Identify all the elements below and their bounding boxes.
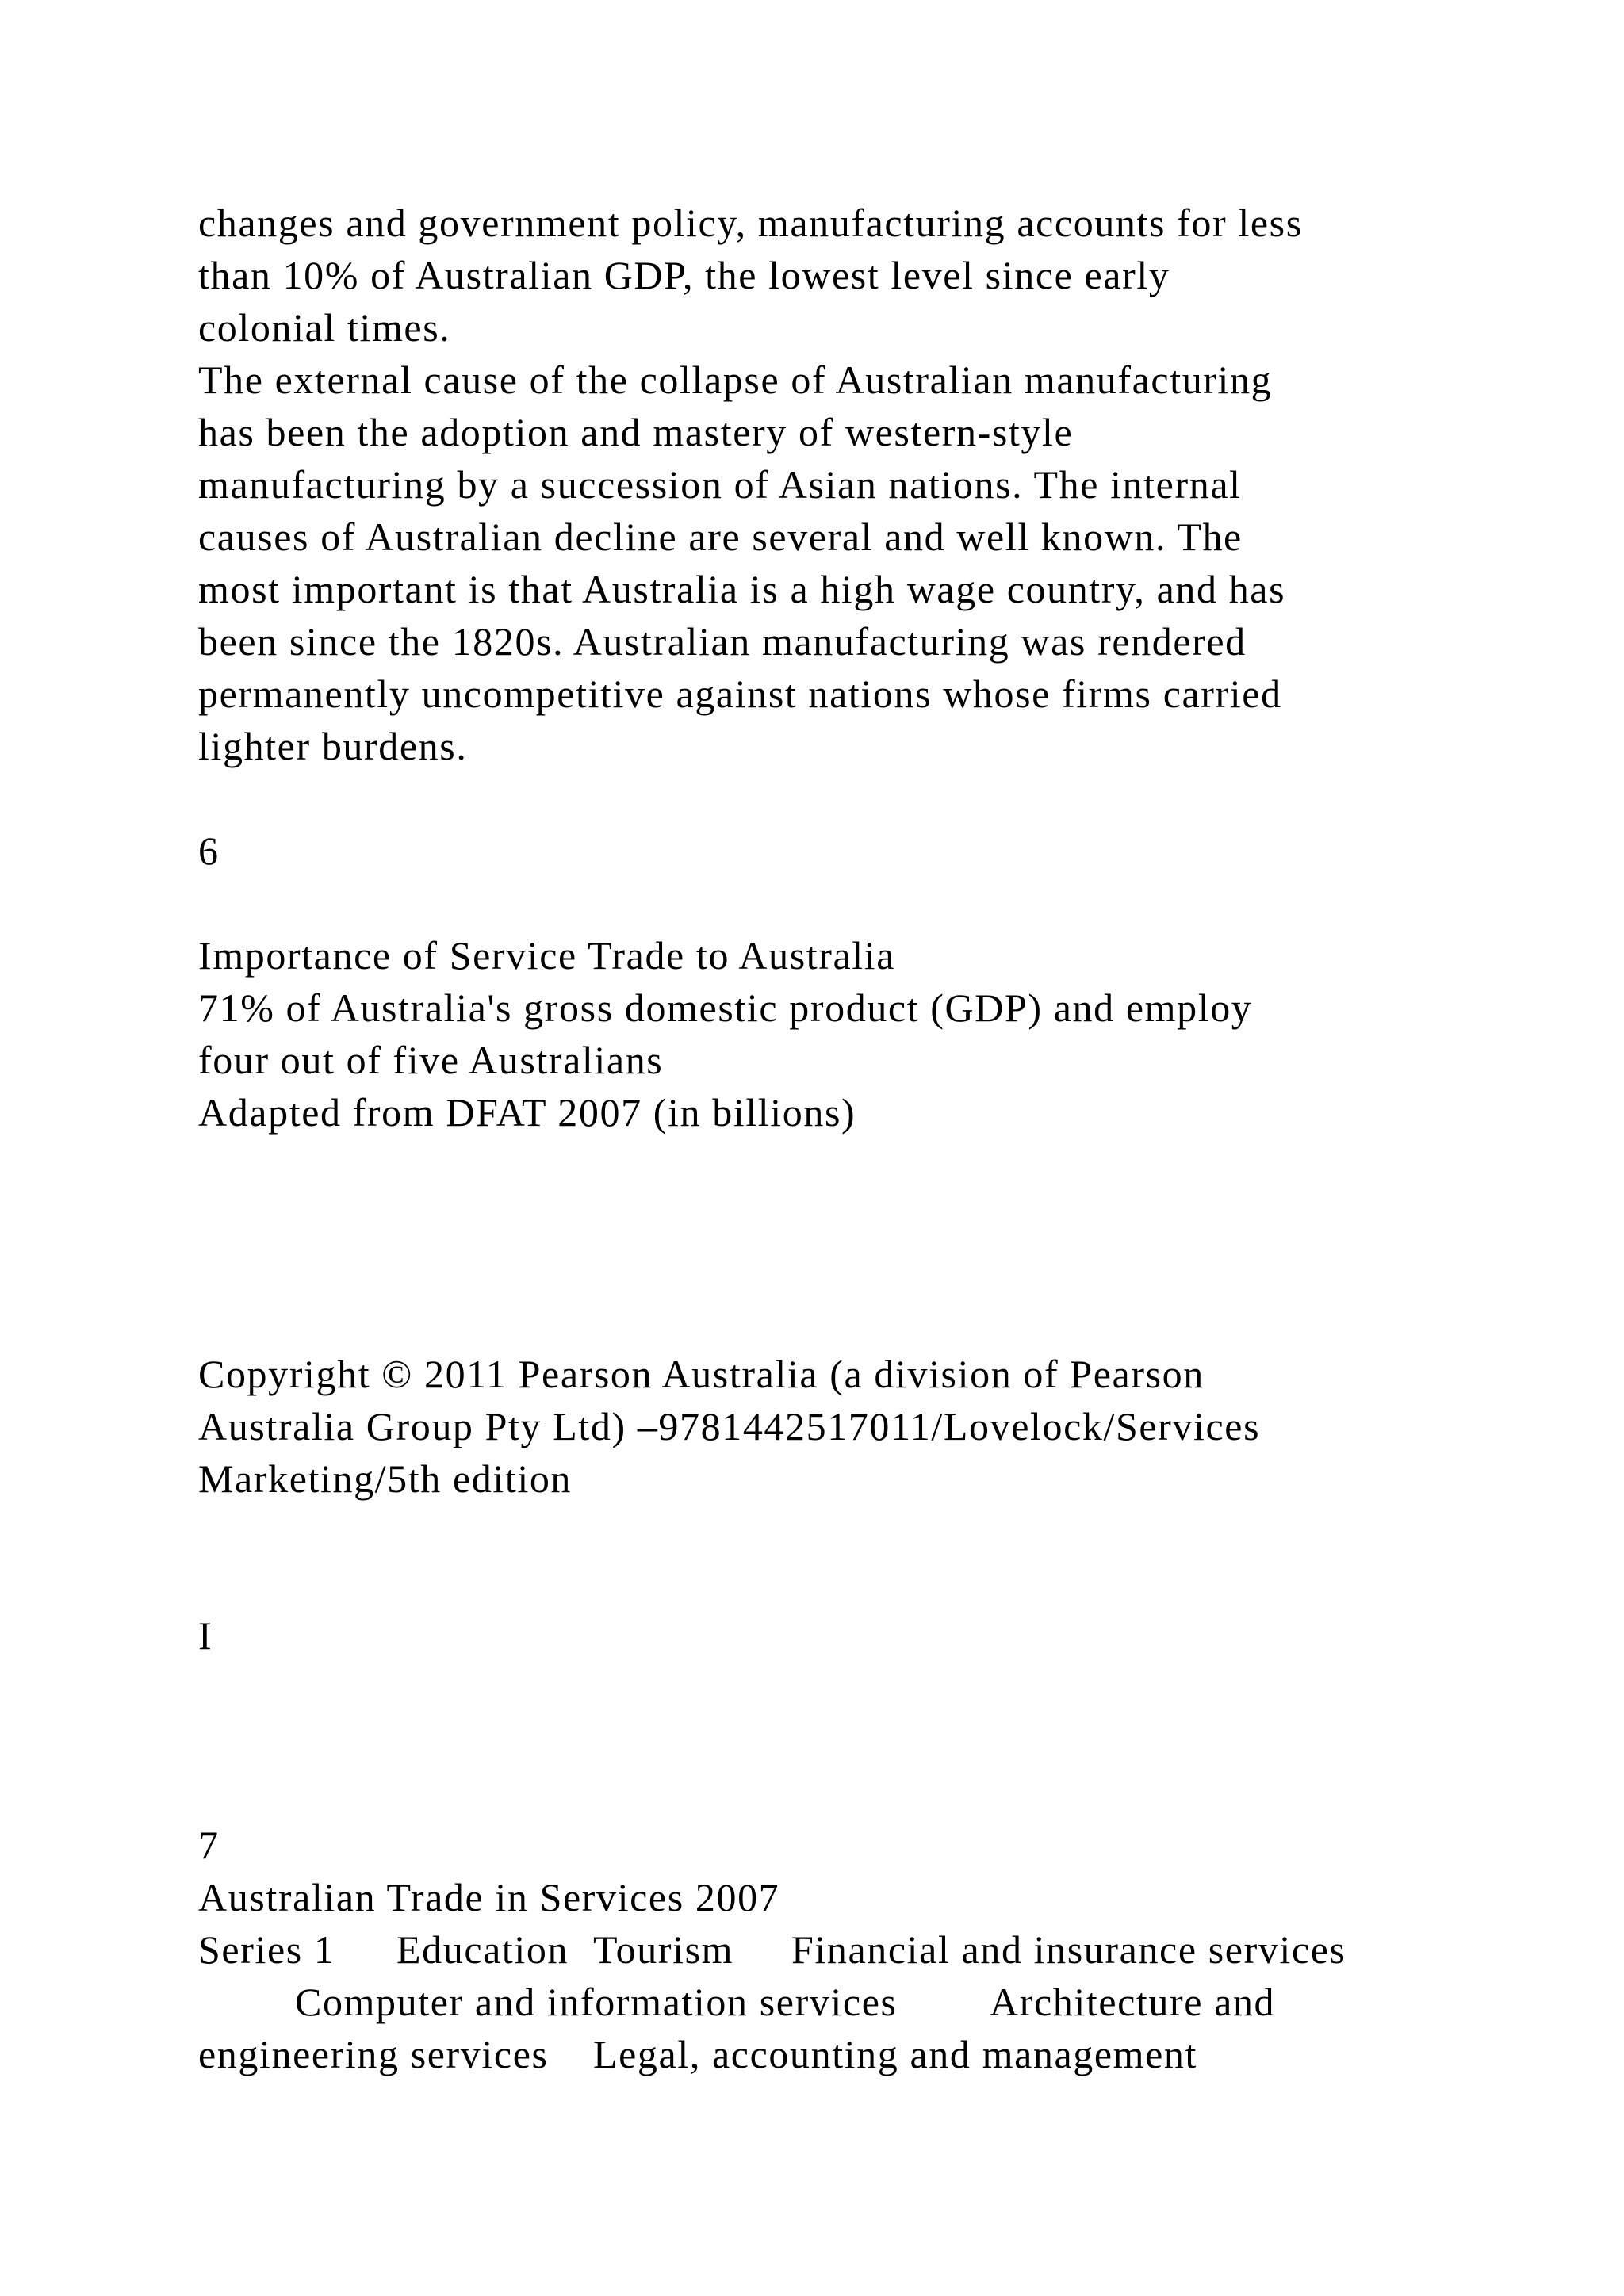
slide-6-body-line-2: four out of five Australians (198, 1038, 664, 1082)
paragraph-2-line-2: has been the adoption and mastery of western-style (198, 410, 1074, 454)
paragraph-1-line-2: than 10% of Australian GDP, the lowest level since early (198, 253, 1170, 297)
category-financial-insurance: Financial and insurance services (791, 1927, 1346, 1972)
paragraph-1-line-1: changes and government policy, manufacturing accounts for less (198, 201, 1303, 245)
slide-6-title: Importance of Service Trade to Australia (198, 933, 896, 978)
slide-6-number: 6 (198, 828, 220, 873)
slide-7-legend-row-2 (295, 1976, 1405, 2028)
slide-6-source: Adapted from DFAT 2007 (in billions) (198, 1090, 856, 1135)
slide-6-body-line-1: 71% of Australia's gross domestic product (GDP) and employ (198, 985, 1253, 1030)
category-computer-information: Computer and information services (295, 1980, 898, 2024)
slide-7-title: Australian Trade in Services 2007 (198, 1875, 780, 1919)
paragraph-2-line-7: permanently uncompetitive against nations whose firms carried (198, 672, 1282, 716)
slide-7-legend-row-1 (198, 1923, 1467, 1976)
slide-7-legend-row-3 (198, 2028, 1467, 2080)
paragraph-2-line-3: manufacturing by a succession of Asian nations. The internal (198, 462, 1242, 507)
paragraph-2-line-4: causes of Australian decline are several and well known. The (198, 515, 1243, 559)
slide-7-number: 7 (198, 1823, 220, 1867)
paragraph-2-line-1: The external cause of the collapse of Australian manufacturing (198, 358, 1273, 402)
paragraph-2-line-6: been since the 1820s. Australian manufacturing was rendered (198, 619, 1247, 664)
category-engineering-services: engineering services (198, 2032, 549, 2076)
paragraph-2-line-5: most important is that Australia is a high wage country, and has (198, 567, 1286, 611)
paragraph-1-line-3: colonial times. (198, 305, 451, 350)
paragraph-2-line-8: lighter burdens. (198, 724, 468, 768)
series-label: Series 1 (198, 1927, 335, 1972)
category-tourism: Tourism (593, 1927, 734, 1972)
category-education: Education (396, 1927, 569, 1972)
category-legal-accounting: Legal, accounting and management (593, 2032, 1198, 2076)
copyright-line-3: Marketing/5th edition (198, 1456, 573, 1501)
copyright-line-1: Copyright © 2011 Pearson Australia (a division of Pearson (198, 1352, 1205, 1396)
section-marker: I (198, 1613, 213, 1658)
category-architecture: Architecture and (990, 1980, 1276, 2024)
copyright-line-2: Australia Group Pty Ltd) –9781442517011/Lovelock/Services (198, 1404, 1261, 1448)
